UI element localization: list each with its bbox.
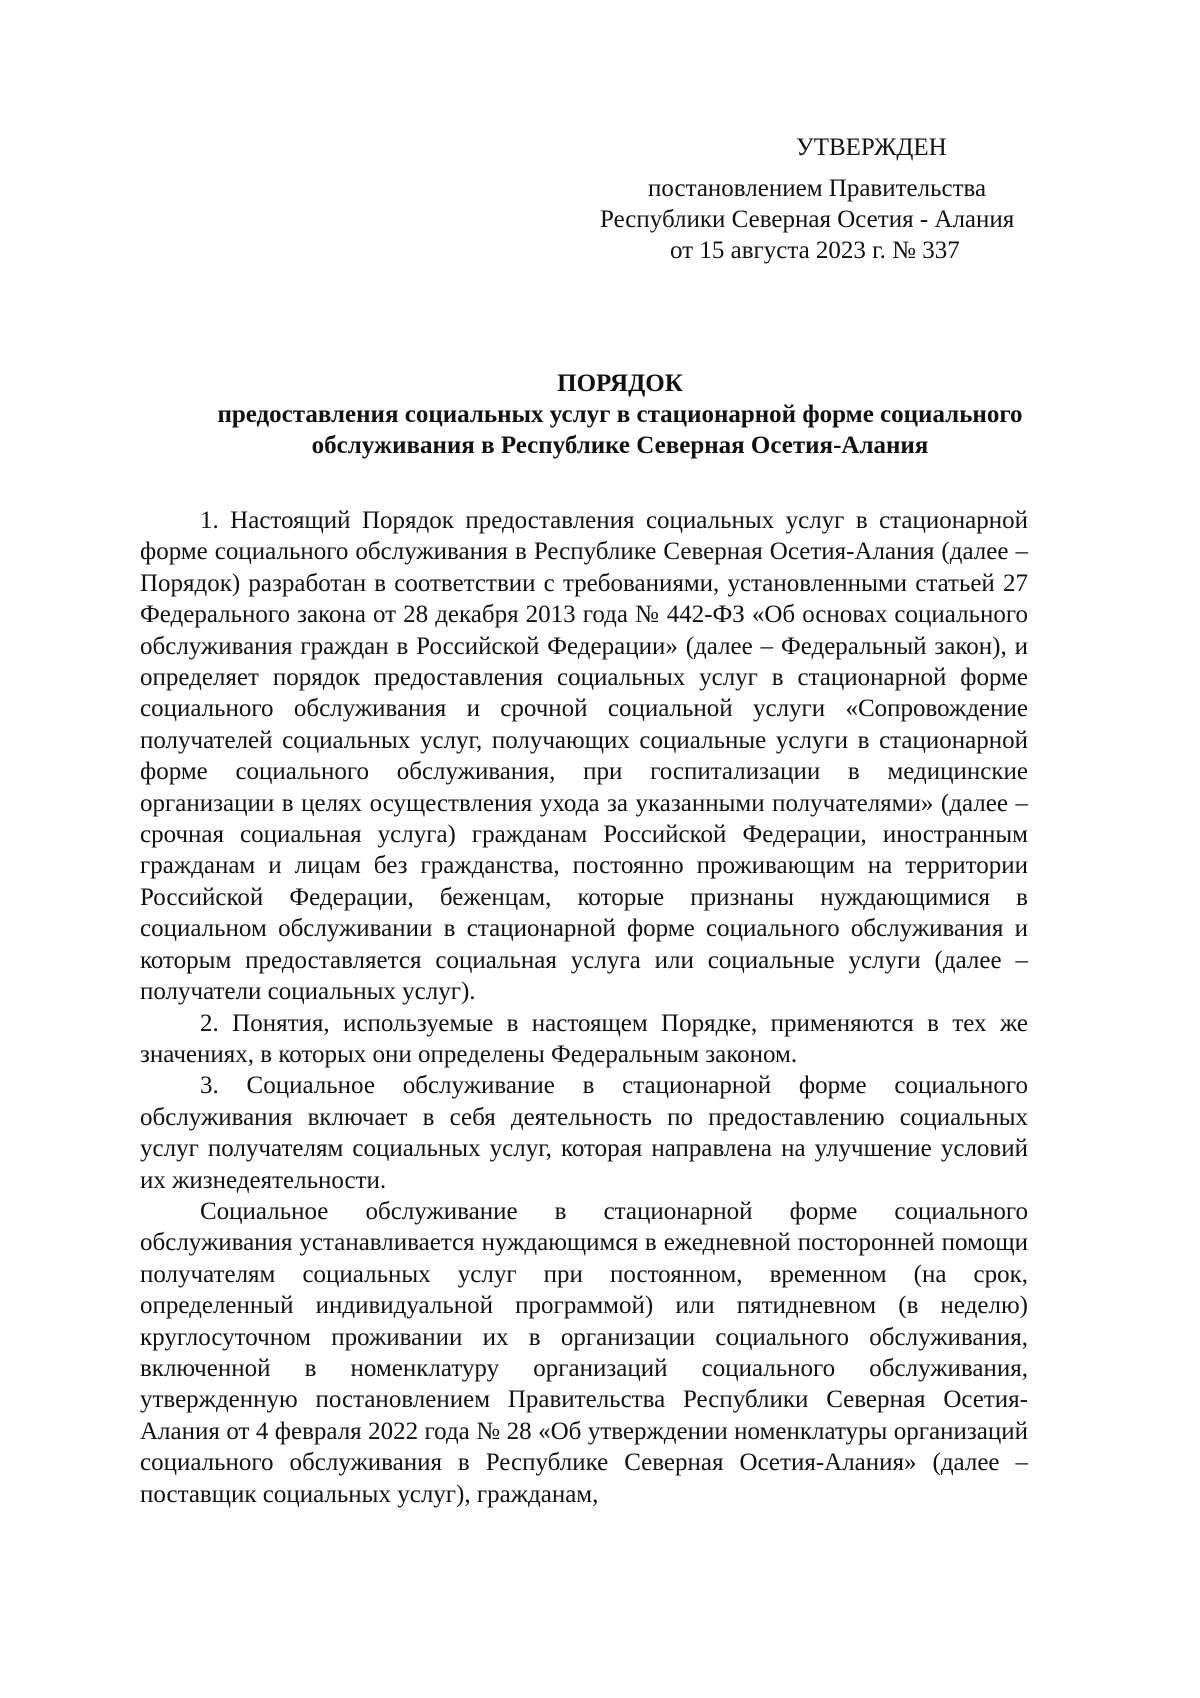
document-subtitle: предоставления социальных услуг в стационарной форме социального обслуживания в Республике Северная Осетия-Алания	[217, 401, 1023, 459]
approval-line-1: постановлением Правительства	[648, 175, 987, 202]
document-heading	[140, 368, 1100, 461]
paragraph-2: 2. Понятия, используемые в настоящем Порядке, применяются в тех же значениях, в которых они определены Федеральным законом.	[140, 1009, 1028, 1068]
document-body	[140, 505, 1028, 1510]
approval-title: УТВЕРЖДЕН	[796, 134, 947, 161]
document-title: ПОРЯДОК	[557, 370, 683, 397]
approval-line-3: от 15 августа 2023 г. № 337	[670, 237, 960, 264]
paragraph-3: 3. Социальное обслуживание в стационарной форме социального обслуживания включает в себя деятельность по предоставлению социальных услуг получателям социальных услуг, которая направлена на улучшение условий их жизнедеятельности.	[140, 1072, 1028, 1194]
approval-stamp	[600, 132, 1160, 266]
paragraph-1: 1. Настоящий Порядок предоставления социальных услуг в стационарной форме социального обслуживания в Республике Северная Осетия-Алания (далее – Порядок) разработан в соответствии с требованиями, установленными статьей 27 Федерального закона от 28 декабря 2013 года № 442-ФЗ «Об основах социального обслуживания граждан в Российской Федерации» (далее – Федеральный закон), и определяет порядок предоставления социальных услуг в стационарной форме социального обслуживания и срочной социальной услуги «Сопровождение получателей социальных услуг, получающих социальные услуги в стационарной форме социального обслуживания, при госпитализации в медицинские организации в целях осуществления ухода за указанными получателями» (далее – срочная социальная услуга) гражданам Российской Федерации, иностранным гражданам и лицам без гражданства, постоянно проживающим на территории Российской Федерации, беженцам, которые признаны нуждающимися в социальном обслуживании в стационарной форме социального обслуживания и которым предоставляется социальная услуга или социальные услуги (далее – получатели социальных услуг).	[140, 507, 1028, 1006]
paragraph-4: Социальное обслуживание в стационарной форме социального обслуживания устанавливается нуждающимся в ежедневной посторонней помощи получателям социальных услуг при постоянном, временном (на срок, определенный индивидуальной программой) или пятидневном (в неделю) круглосуточном проживании их в организации социального обслуживания, включенной в номенклатуру организаций социального обслуживания, утвержденную постановлением Правительства Республики Северная Осетия-Алания от 4 февраля 2022 года № 28 «Об утверждении номенклатуры организаций социального обслуживания в Республике Северная Осетия-Алания» (далее – поставщик социальных услуг), гражданам,	[140, 1197, 1028, 1508]
approval-line-2: Республики Северная Осетия - Алания	[600, 206, 1015, 233]
